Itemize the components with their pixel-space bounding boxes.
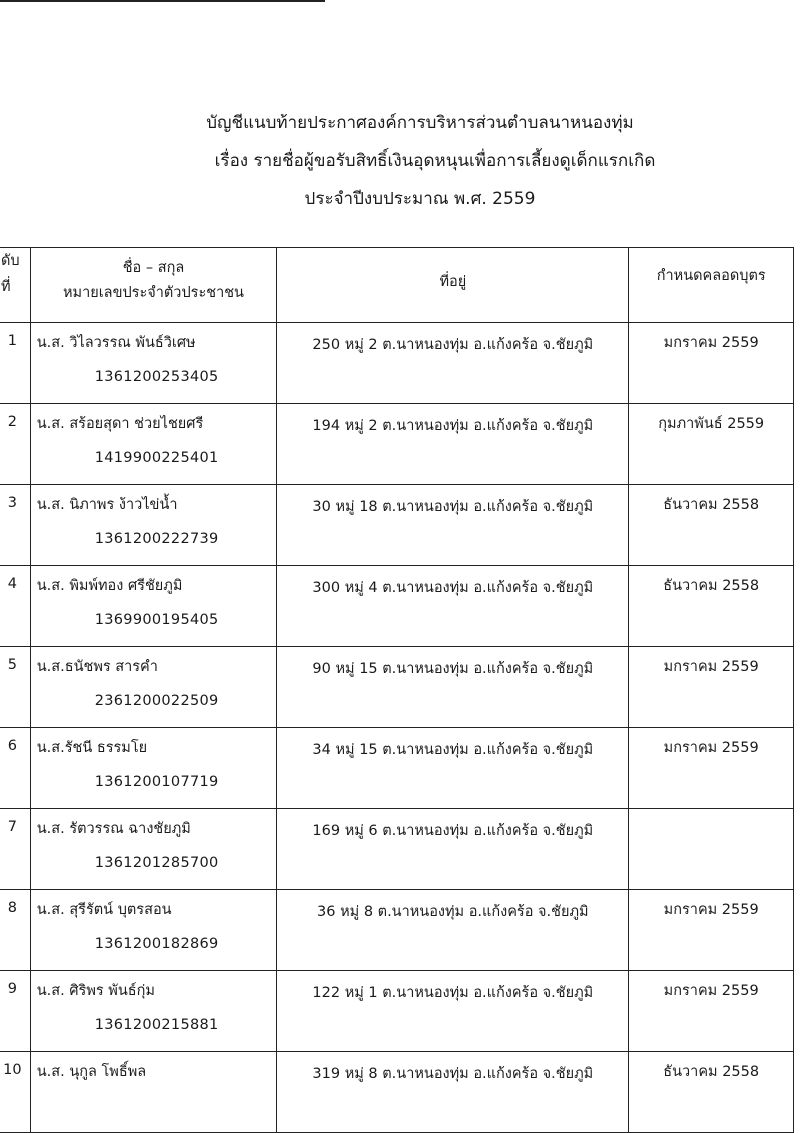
row-name: น.ส. พิมพ์ทอง ศรีชัยภูมิ bbox=[36, 578, 183, 594]
row-name: น.ส. สุรีรัตน์ บุตรสอน bbox=[36, 902, 172, 918]
header-due-date bbox=[629, 248, 794, 323]
row-number: 4 bbox=[0, 566, 30, 647]
row-citizen-id: 1419900225401 bbox=[94, 450, 219, 466]
header-name-line2: หมายเลขประจำตัวประชาชน bbox=[62, 285, 244, 301]
header-address-label: ที่อยู่ bbox=[439, 274, 467, 290]
document-fiscal-year: ประจำปีงบประมาณ พ.ศ. 2559 bbox=[304, 189, 536, 209]
top-rule bbox=[0, 0, 325, 2]
row-address: 319 หมู่ 8 ต.นาหนองทุ่ม อ.แก้งคร้อ จ.ชัยภูมิ bbox=[277, 1052, 629, 1133]
row-name-cell bbox=[30, 485, 277, 566]
row-address: 36 หมู่ 8 ต.นาหนองทุ่ม อ.แก้งคร้อ จ.ชัยภูมิ bbox=[277, 890, 629, 971]
row-name-cell bbox=[30, 809, 277, 890]
row-number: 3 bbox=[0, 485, 30, 566]
row-citizen-id: 1361200253405 bbox=[94, 369, 219, 385]
row-number: 5 bbox=[0, 647, 30, 728]
table-row bbox=[0, 566, 794, 647]
row-name-cell bbox=[30, 323, 277, 404]
row-due-date: มกราคม 2559 bbox=[629, 647, 794, 728]
row-citizen-id: 2361200022509 bbox=[94, 693, 219, 709]
row-number: 8 bbox=[0, 890, 30, 971]
row-name: น.ส.ธนัชพร สารคำ bbox=[36, 659, 158, 675]
row-number: 1 bbox=[0, 323, 30, 404]
row-due-date: มกราคม 2559 bbox=[629, 728, 794, 809]
row-name: น.ส. นิภาพร ง้าวไข่น้ำ bbox=[36, 497, 178, 513]
row-due-date: มกราคม 2559 bbox=[629, 971, 794, 1052]
row-name: น.ส. สร้อยสุดา ช่วยไชยศรี bbox=[36, 416, 204, 432]
header-address bbox=[277, 248, 629, 323]
row-address: 30 หมู่ 18 ต.นาหนองทุ่ม อ.แก้งคร้อ จ.ชัยภูมิ bbox=[277, 485, 629, 566]
table-row bbox=[0, 728, 794, 809]
row-number: 9 bbox=[0, 971, 30, 1052]
row-address: 122 หมู่ 1 ต.นาหนองทุ่ม อ.แก้งคร้อ จ.ชัยภูมิ bbox=[277, 971, 629, 1052]
row-citizen-id: 1361200107719 bbox=[94, 774, 219, 790]
row-number: 7 bbox=[0, 809, 30, 890]
row-name-cell bbox=[30, 1052, 277, 1133]
row-name-cell bbox=[30, 404, 277, 485]
header-number bbox=[0, 248, 30, 323]
row-address: 194 หมู่ 2 ต.นาหนองทุ่ม อ.แก้งคร้อ จ.ชัยภูมิ bbox=[277, 404, 629, 485]
row-number: 6 bbox=[0, 728, 30, 809]
document-title: บัญชีแนบท้ายประกาศองค์การบริหารส่วนตำบลนาหนองทุ่ม bbox=[206, 113, 634, 133]
document-subject: เรื่อง รายชื่อผู้ขอรับสิทธิ์เงินอุดหนุนเพื่อการเลี้ยงดูเด็กแรกเกิด bbox=[214, 151, 656, 171]
header-name-line1: ชื่อ – สกุล bbox=[122, 260, 185, 276]
row-number: 2 bbox=[0, 404, 30, 485]
row-due-date: ธันวาคม 2558 bbox=[629, 485, 794, 566]
table-row bbox=[0, 323, 794, 404]
row-due-date: กุมภาพันธ์ 2559 bbox=[629, 404, 794, 485]
table-row bbox=[0, 404, 794, 485]
row-name-cell bbox=[30, 647, 277, 728]
row-due-date bbox=[629, 809, 794, 890]
table-row bbox=[0, 1052, 794, 1133]
row-due-date: มกราคม 2559 bbox=[629, 323, 794, 404]
row-due-date: ธันวาคม 2558 bbox=[629, 1052, 794, 1133]
table-row bbox=[0, 647, 794, 728]
header-number-line2: ที่ bbox=[1, 279, 11, 295]
recipients-table bbox=[0, 247, 794, 1133]
row-citizen-id: 1361200215881 bbox=[94, 1017, 219, 1033]
table-row bbox=[0, 890, 794, 971]
row-name: น.ส. ศิริพร พันธ์กุ่ม bbox=[36, 983, 155, 999]
row-citizen-id: 1369900195405 bbox=[94, 612, 219, 628]
row-name-cell bbox=[30, 728, 277, 809]
row-name: น.ส.รัชนี ธรรมโย bbox=[36, 740, 148, 756]
row-name: น.ส. รัตวรรณ ฉางชัยภูมิ bbox=[36, 821, 191, 837]
row-number: 10 bbox=[0, 1052, 30, 1133]
table-header-row bbox=[0, 248, 794, 323]
row-name: น.ส. นุกูล โพธิ์พล bbox=[36, 1064, 147, 1080]
header-name bbox=[30, 248, 277, 323]
row-name-cell bbox=[30, 566, 277, 647]
header-due-date-label: กำหนดคลอดบุตร bbox=[656, 268, 766, 284]
row-citizen-id: 1361201285700 bbox=[94, 855, 219, 871]
table-row bbox=[0, 971, 794, 1052]
row-address: 300 หมู่ 4 ต.นาหนองทุ่ม อ.แก้งคร้อ จ.ชัยภูมิ bbox=[277, 566, 629, 647]
row-citizen-id: 1361200222739 bbox=[94, 531, 219, 547]
row-due-date: ธันวาคม 2558 bbox=[629, 566, 794, 647]
table-row bbox=[0, 809, 794, 890]
row-address: 90 หมู่ 15 ต.นาหนองทุ่ม อ.แก้งคร้อ จ.ชัยภูมิ bbox=[277, 647, 629, 728]
row-citizen-id: 1361200182869 bbox=[94, 936, 219, 952]
row-address: 169 หมู่ 6 ต.นาหนองทุ่ม อ.แก้งคร้อ จ.ชัยภูมิ bbox=[277, 809, 629, 890]
row-name: น.ส. วิไลวรรณ พันธ์วิเศษ bbox=[36, 335, 196, 351]
table-row bbox=[0, 485, 794, 566]
row-due-date: มกราคม 2559 bbox=[629, 890, 794, 971]
row-name-cell bbox=[30, 971, 277, 1052]
row-address: 34 หมู่ 15 ต.นาหนองทุ่ม อ.แก้งคร้อ จ.ชัยภูมิ bbox=[277, 728, 629, 809]
header-number-line1: ดับ bbox=[1, 253, 20, 269]
row-address: 250 หมู่ 2 ต.นาหนองทุ่ม อ.แก้งคร้อ จ.ชัยภูมิ bbox=[277, 323, 629, 404]
row-name-cell bbox=[30, 890, 277, 971]
